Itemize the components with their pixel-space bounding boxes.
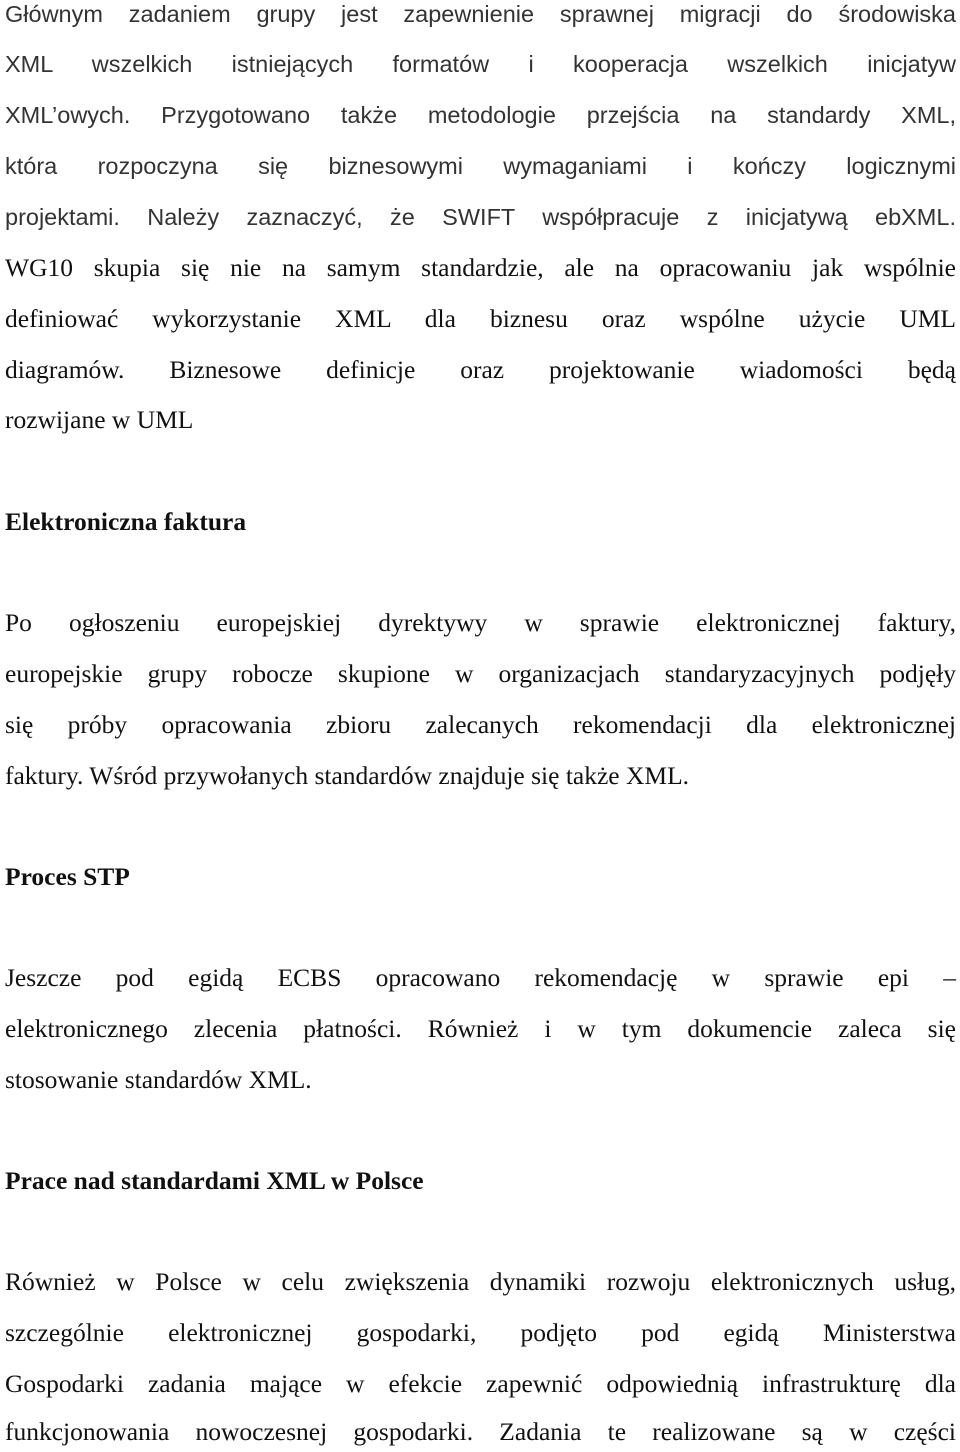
paragraph-2-line-3: się próby opracowania zbioru zalecanych rekomendacji dla elektronicznej [5, 710, 956, 739]
paragraph-4-line-4: funkcjonowania nowoczesnej gospodarki. Zadania te realizowane są w części [5, 1417, 956, 1446]
paragraph-4-line-3: Gospodarki zadania mające w efekcie zapewnić odpowiednią infrastrukturę dla [5, 1369, 956, 1398]
paragraph-1-line-7: definiować wykorzystanie XML dla biznesu oraz wspólne użycie UML [5, 304, 956, 333]
section-heading-prace-nad-standardami: Prace nad standardami XML w Polsce [5, 1166, 424, 1195]
paragraph-2-line-1: Po ogłoszeniu europejskiej dyrektywy w sprawie elektronicznej faktury, [5, 608, 956, 637]
paragraph-3-line-3: stosowanie standardów XML. [5, 1065, 312, 1094]
paragraph-3-line-1: Jeszcze pod egidą ECBS opracowano rekomendację w sprawie epi – [5, 963, 956, 992]
paragraph-1-line-1: Głównym zadaniem grupy jest zapewnienie sprawnej migracji do środowiska [5, 1, 956, 27]
section-heading-elektroniczna-faktura: Elektroniczna faktura [5, 507, 247, 536]
paragraph-2-line-2: europejskie grupy robocze skupione w organizacjach standaryzacyjnych podjęły [5, 659, 956, 688]
paragraph-1-line-6: WG10 skupia się nie na samym standardzie, ale na opracowaniu jak wspólnie [5, 253, 956, 282]
paragraph-1-line-5: projektami. Należy zaznaczyć, że SWIFT współpracuje z inicjatywą ebXML. [5, 204, 956, 230]
paragraph-4-line-1: Również w Polsce w celu zwiększenia dynamiki rozwoju elektronicznych usług, [5, 1267, 956, 1296]
paragraph-1-line-4: która rozpoczyna się biznesowymi wymaganiami i kończy logicznymi [5, 153, 956, 179]
paragraph-3-line-2: elektronicznego zlecenia płatności. Również i w tym dokumencie zaleca się [5, 1014, 956, 1043]
paragraph-4-line-2: szczególnie elektronicznej gospodarki, podjęto pod egidą Ministerstwa [5, 1318, 956, 1347]
paragraph-1-line-3: XML’owych. Przygotowano także metodologie przejścia na standardy XML, [5, 102, 956, 128]
paragraph-2-line-4: faktury. Wśród przywołanych standardów znajduje się także XML. [5, 761, 690, 790]
paragraph-1-line-2: XML wszelkich istniejących formatów i kooperacja wszelkich inicjatyw [5, 51, 956, 77]
section-heading-proces-stp: Proces STP [5, 862, 130, 891]
paragraph-1-line-8: diagramów. Biznesowe definicje oraz projektowanie wiadomości będą [5, 355, 956, 384]
paragraph-1-line-9: rozwijane w UML [5, 405, 194, 434]
